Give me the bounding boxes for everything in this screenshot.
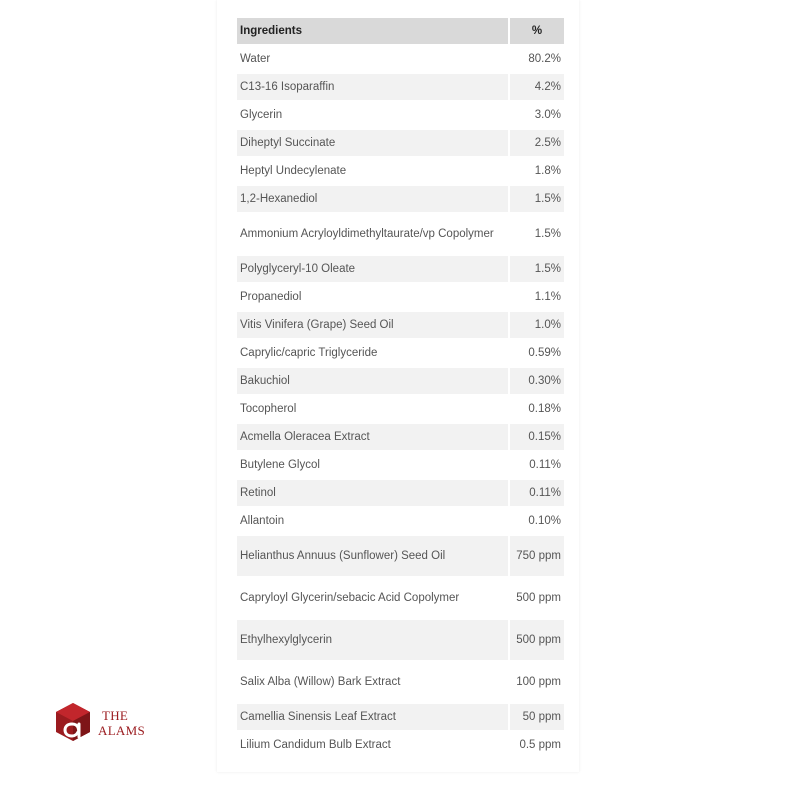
table-row [237, 704, 564, 730]
ingredient-name: Water [240, 53, 271, 65]
ingredient-percent: 750 ppm [508, 536, 564, 576]
ingredient-percent: 0.30% [508, 368, 564, 394]
table-row [237, 368, 564, 394]
logo-hexagon-icon [54, 702, 94, 742]
ingredient-name: Diheptyl Succinate [237, 130, 508, 156]
table-row [237, 732, 564, 758]
ingredients-column-header: Ingredients [237, 18, 508, 44]
ingredient-name: Acmella Oleracea Extract [237, 424, 508, 450]
ingredient-percent: 1.1% [508, 284, 564, 310]
logo-line-alams: ALAMS [98, 723, 146, 738]
ingredient-percent: 1.0% [508, 312, 564, 338]
ingredient-percent: 1.5% [508, 256, 564, 282]
ingredient-name: Butylene Glycol [240, 459, 320, 471]
ingredient-percent: 500 ppm [508, 620, 564, 660]
table-row [237, 424, 564, 450]
ingredient-percent: 0.5 ppm [508, 732, 564, 758]
ingredient-percent: 3.0% [508, 102, 564, 128]
percent-column-header: % [508, 18, 564, 44]
ingredient-name: Heptyl Undecylenate [240, 165, 347, 177]
ingredient-percent: 2.5% [508, 130, 564, 156]
table-row [237, 256, 564, 282]
ingredient-name: Glycerin [240, 109, 283, 121]
table-row [237, 480, 564, 506]
ingredient-name: Polyglyceryl-10 Oleate [237, 256, 508, 282]
ingredient-name: Propanediol [240, 291, 302, 303]
table-row [237, 662, 564, 702]
table-row [237, 508, 564, 534]
ingredient-percent: 1.5% [508, 186, 564, 212]
ingredient-name: C13-16 Isoparaffin [237, 74, 508, 100]
ingredient-percent: 0.11% [508, 480, 564, 506]
table-row [237, 74, 564, 100]
logo-line-the: THE [102, 708, 129, 723]
ingredient-name: Camellia Sinensis Leaf Extract [237, 704, 508, 730]
ingredient-percent: 0.10% [508, 508, 564, 534]
ingredient-name: Salix Alba (Willow) Bark Extract [240, 676, 401, 688]
ingredient-percent: 1.8% [508, 158, 564, 184]
ingredient-name: Helianthus Annuus (Sunflower) Seed Oil [237, 536, 508, 576]
table-row [237, 536, 564, 576]
ingredient-percent: 80.2% [508, 46, 564, 72]
ingredient-percent: 500 ppm [508, 578, 564, 618]
table-row [237, 130, 564, 156]
ingredient-name: Vitis Vinifera (Grape) Seed Oil [237, 312, 508, 338]
ingredient-name: Bakuchiol [237, 368, 508, 394]
table-row [237, 578, 564, 618]
ingredient-percent: 0.18% [508, 396, 564, 422]
table-row [237, 102, 564, 128]
ingredient-percent: 0.59% [508, 340, 564, 366]
logo-wordmark [98, 708, 145, 738]
ingredient-percent: 1.5% [508, 214, 564, 254]
ingredient-name: Retinol [237, 480, 508, 506]
ingredient-name: Allantoin [240, 515, 285, 527]
ingredient-name: 1,2-Hexanediol [237, 186, 508, 212]
table-row [237, 46, 564, 72]
ingredient-percent: 100 ppm [508, 662, 564, 702]
ingredient-name: Lilium Candidum Bulb Extract [240, 739, 391, 751]
table-row [237, 340, 564, 366]
ingredient-percent: 0.11% [508, 452, 564, 478]
brand-logo [54, 702, 154, 742]
ingredient-name: Capryloyl Glycerin/sebacic Acid Copolymer [240, 592, 460, 604]
ingredient-name: Ammonium Acryloyldimethyltaurate/vp Copolymer [240, 228, 494, 240]
table-row [237, 284, 564, 310]
ingredient-percent: 4.2% [508, 74, 564, 100]
table-row [237, 396, 564, 422]
table-row [237, 158, 564, 184]
ingredient-percent: 0.15% [508, 424, 564, 450]
ingredient-name: Ethylhexylglycerin [237, 620, 508, 660]
ingredient-percent: 50 ppm [508, 704, 564, 730]
table-row [237, 620, 564, 660]
ingredients-table [237, 16, 564, 760]
ingredient-name: Caprylic/capric Triglyceride [240, 347, 378, 359]
ingredient-name: Tocopherol [240, 403, 297, 415]
table-row [237, 214, 564, 254]
table-row [237, 186, 564, 212]
table-row [237, 312, 564, 338]
table-row [237, 452, 564, 478]
table-header-row [237, 18, 564, 44]
